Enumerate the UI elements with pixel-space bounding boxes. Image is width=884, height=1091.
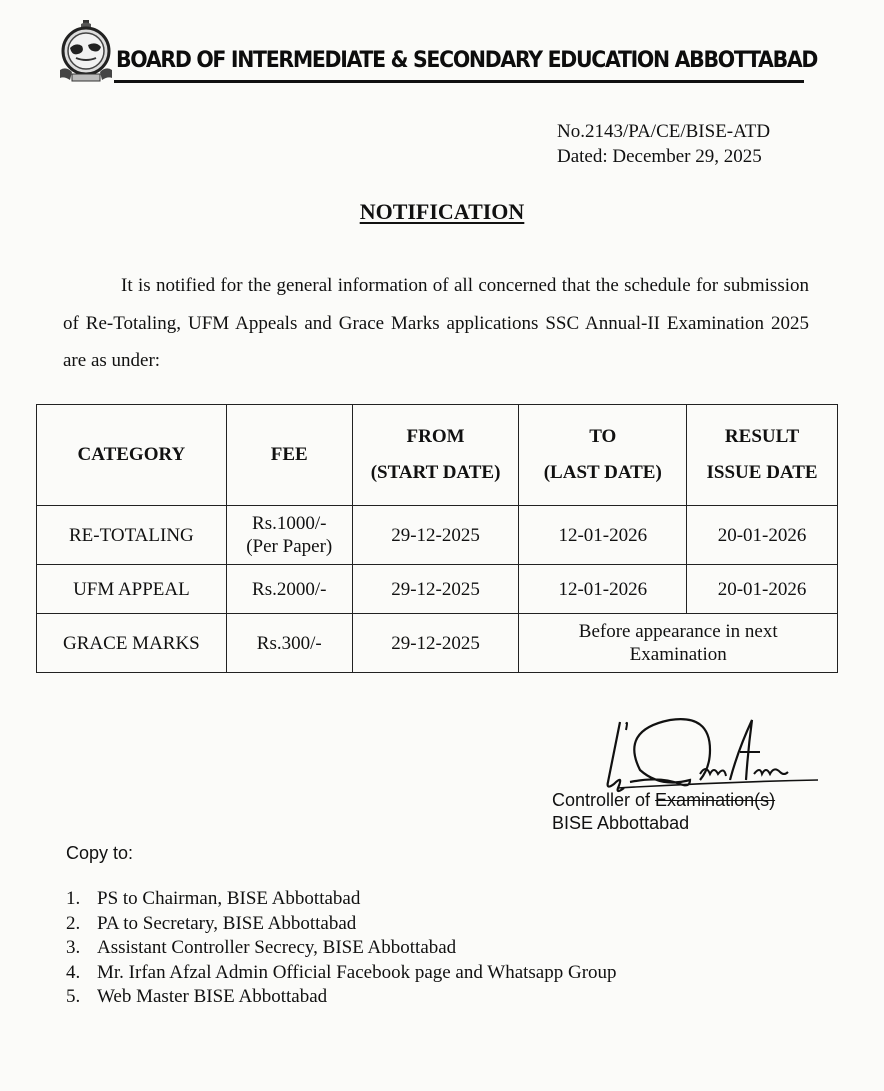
header-from-line1: FROM xyxy=(406,426,465,447)
copy-to-label: Copy to: xyxy=(66,843,134,863)
reference-block xyxy=(557,119,770,169)
cell-fee xyxy=(226,506,352,565)
copy-to-list xyxy=(66,887,617,1010)
list-item xyxy=(66,985,617,1010)
cell-category: UFM APPEAL xyxy=(37,565,227,614)
cell-to-result-merged xyxy=(519,614,838,673)
fee-amount: Rs.1000/- xyxy=(252,513,327,534)
list-text: Assistant Controller Secrecy, BISE Abbottabad xyxy=(97,937,457,959)
board-name: BOARD OF INTERMEDIATE & SECONDARY EDUCATION ABBOTTABAD xyxy=(116,48,818,73)
cell-to: 12-01-2026 xyxy=(519,565,687,614)
signatory-block xyxy=(552,789,775,835)
table-header-row xyxy=(37,405,838,506)
header-category xyxy=(37,405,227,506)
header-result xyxy=(687,405,838,506)
notification-heading xyxy=(0,199,884,225)
merged-line2: Examination xyxy=(629,644,727,665)
header-from-line2: (START DATE) xyxy=(370,462,501,483)
notification-body: It is notified for the general information of all concerned that the schedule for submission of Re-Totaling, UFM Appeals and Grace Marks applications SSC Annual-II Examination 2025 are as under: xyxy=(63,275,809,371)
list-number: 2. xyxy=(66,912,81,934)
list-text: Web Master BISE Abbottabad xyxy=(97,986,328,1008)
list-item xyxy=(66,912,617,937)
table-row xyxy=(37,565,838,614)
list-item xyxy=(66,936,617,961)
header-category-text: CATEGORY xyxy=(77,444,186,465)
cell-fee: Rs.2000/- xyxy=(226,565,352,614)
cell-result: 20-01-2026 xyxy=(687,565,838,614)
board-emblem-icon xyxy=(56,18,116,84)
list-number: 4. xyxy=(66,961,81,983)
header-to-line2: (LAST DATE) xyxy=(543,462,662,483)
designation-prefix: Controller of xyxy=(552,790,656,810)
header-to-line1: TO xyxy=(589,426,617,447)
list-number: 3. xyxy=(66,937,81,959)
cell-category: RE-TOTALING xyxy=(37,506,227,565)
list-item xyxy=(66,887,617,912)
reference-number: No.2143/PA/CE/BISE-ATD xyxy=(557,121,771,142)
cell-result: 20-01-2026 xyxy=(687,506,838,565)
list-text: PS to Chairman, BISE Abbottabad xyxy=(97,888,361,909)
header-fee xyxy=(226,405,352,506)
schedule-table xyxy=(36,404,838,673)
fee-note: (Per Paper) xyxy=(246,536,333,557)
list-text: Mr. Irfan Afzal Admin Official Facebook page and Whatsapp Group xyxy=(97,961,617,983)
title-underline xyxy=(114,80,804,83)
cell-from: 29-12-2025 xyxy=(352,565,519,614)
signatory-designation xyxy=(552,789,775,812)
header-fee-text: FEE xyxy=(270,444,308,465)
header-from xyxy=(352,405,519,506)
list-number: 1. xyxy=(66,888,81,909)
header-to xyxy=(519,405,687,506)
merged-line1: Before appearance in next xyxy=(578,621,778,642)
list-text: PA to Secretary, BISE Abbottabad xyxy=(97,912,357,934)
list-number: 5. xyxy=(66,986,81,1008)
notification-title: NOTIFICATION xyxy=(359,199,525,224)
table-row xyxy=(37,506,838,565)
cell-from: 29-12-2025 xyxy=(352,506,519,565)
cell-to: 12-01-2026 xyxy=(519,506,687,565)
letterhead xyxy=(54,18,818,90)
cell-category: GRACE MARKS xyxy=(37,614,227,673)
cell-from: 29-12-2025 xyxy=(352,614,519,673)
header-result-line1: RESULT xyxy=(724,426,800,447)
table-row xyxy=(37,614,838,673)
signatory-office: BISE Abbottabad xyxy=(552,813,690,833)
cell-fee: Rs.300/- xyxy=(226,614,352,673)
list-item xyxy=(66,961,617,986)
designation-struck: Examination(s) xyxy=(655,790,776,810)
header-result-line2: ISSUE DATE xyxy=(706,462,818,483)
reference-date: Dated: December 29, 2025 xyxy=(557,146,762,167)
